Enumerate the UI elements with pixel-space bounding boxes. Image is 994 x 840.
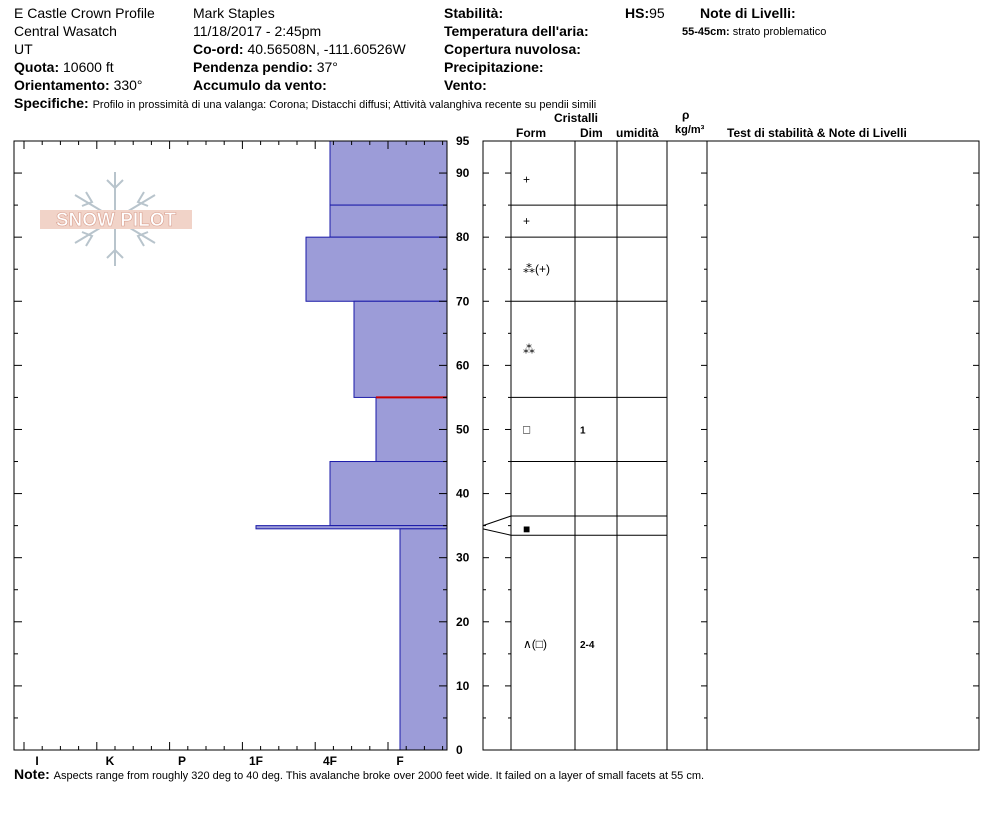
x-tick-label: I	[35, 754, 39, 768]
x-tick-label: K	[105, 754, 115, 768]
elevation-label: Quota:	[14, 59, 60, 75]
coord-label: Co-ord:	[193, 41, 244, 57]
wind-loading-label: Accumulo da vento:	[193, 77, 327, 93]
crystal-size: 2-4	[580, 640, 595, 652]
stability-label: Stabilità:	[444, 5, 504, 21]
layer-connector	[483, 516, 511, 526]
crystal-form: ⁂	[523, 342, 535, 357]
hs-value: 95	[649, 5, 665, 21]
wind-label: Vento:	[444, 77, 487, 93]
crystal-form: +	[523, 172, 531, 187]
layer-connector	[483, 529, 511, 535]
dim-header: Dim	[580, 126, 603, 140]
layer-note-range: 55-45cm:	[682, 26, 730, 38]
hardness-bar	[330, 205, 447, 237]
form-header: Form	[516, 126, 546, 140]
y-tick-label: 95	[456, 134, 470, 148]
snowpilot-logo	[40, 172, 192, 266]
region: Central Wasatch	[14, 23, 117, 39]
note	[14, 766, 704, 784]
coord-value: 40.56508N, -111.60526W	[247, 41, 406, 57]
hardness-bar	[306, 237, 447, 301]
cloud-label: Copertura nuvolosa:	[444, 41, 581, 57]
logo-text: SNOW PILOT	[55, 210, 177, 231]
x-tick-label: F	[396, 754, 404, 768]
y-tick-label: 60	[456, 358, 470, 373]
density-unit: kg/m³	[675, 124, 705, 136]
hardness-bar	[330, 462, 447, 526]
hardness-bar	[354, 301, 447, 397]
x-tick-label: P	[177, 754, 187, 768]
y-tick-label: 80	[456, 230, 470, 245]
profile-name: E Castle Crown Profile	[14, 5, 155, 21]
x-tick-label: 4F	[322, 754, 338, 768]
crystal-form: ⁂(+)	[523, 262, 550, 277]
stability-notes-header: Test di stabilità & Note di Livelli	[727, 126, 907, 140]
crystal-form: +	[523, 214, 531, 229]
hardness-bar	[330, 141, 447, 205]
specifics-label: Specifiche:	[14, 95, 89, 111]
y-tick-label: 70	[456, 294, 470, 309]
crystal-form: ■	[523, 521, 531, 536]
slope-label: Pendenza pendio:	[193, 59, 313, 75]
note-label: Note:	[14, 766, 50, 782]
y-tick-label: 40	[456, 486, 470, 501]
note-text: Aspects range from roughly 320 deg to 40 deg. This avalanche broke over 2000 feet wide. It failed on a layer of small facets at 55 cm.	[53, 770, 705, 782]
crystals-header: Cristalli	[554, 111, 599, 125]
datetime: 11/18/2017 - 2:45pm	[193, 23, 322, 39]
crystal-size: 1	[580, 425, 586, 437]
state: UT	[14, 41, 33, 57]
y-tick-label: 10	[456, 678, 470, 693]
precip-label: Precipitazione:	[444, 59, 544, 75]
slope-value: 37°	[316, 59, 338, 75]
crystal-form: □	[523, 422, 531, 437]
moisture-header: umidità	[616, 126, 659, 140]
table-frame	[483, 141, 979, 750]
y-tick-label: 30	[456, 550, 470, 565]
aspect-label: Orientamento:	[14, 77, 110, 93]
layer-note-text: strato problematico	[732, 26, 827, 38]
aspect-value: 330°	[113, 77, 143, 93]
observer: Mark Staples	[193, 5, 275, 21]
air-temp-label: Temperatura dell'aria:	[444, 23, 589, 39]
specifics-text: Profilo in prossimità di una valanga: Corona; Distacchi diffusi; Attività valanghiva recente su pendii simili	[92, 99, 597, 111]
y-tick-label: 20	[456, 614, 470, 629]
elevation-value: 10600 ft	[63, 59, 114, 75]
hardness-bar	[400, 529, 447, 750]
hardness-bar	[376, 397, 447, 461]
y-tick-label: 0	[456, 743, 463, 757]
layers-table	[483, 141, 979, 750]
x-tick-label: 1F	[248, 754, 264, 768]
y-tick-label: 50	[456, 422, 470, 437]
layer-notes-label: Note di Livelli:	[700, 5, 796, 21]
rho-header: ρ	[682, 108, 690, 122]
crystal-form: ∧(□)	[523, 637, 548, 652]
y-tick-label: 90	[456, 166, 470, 181]
hs-label: HS:	[625, 5, 650, 21]
